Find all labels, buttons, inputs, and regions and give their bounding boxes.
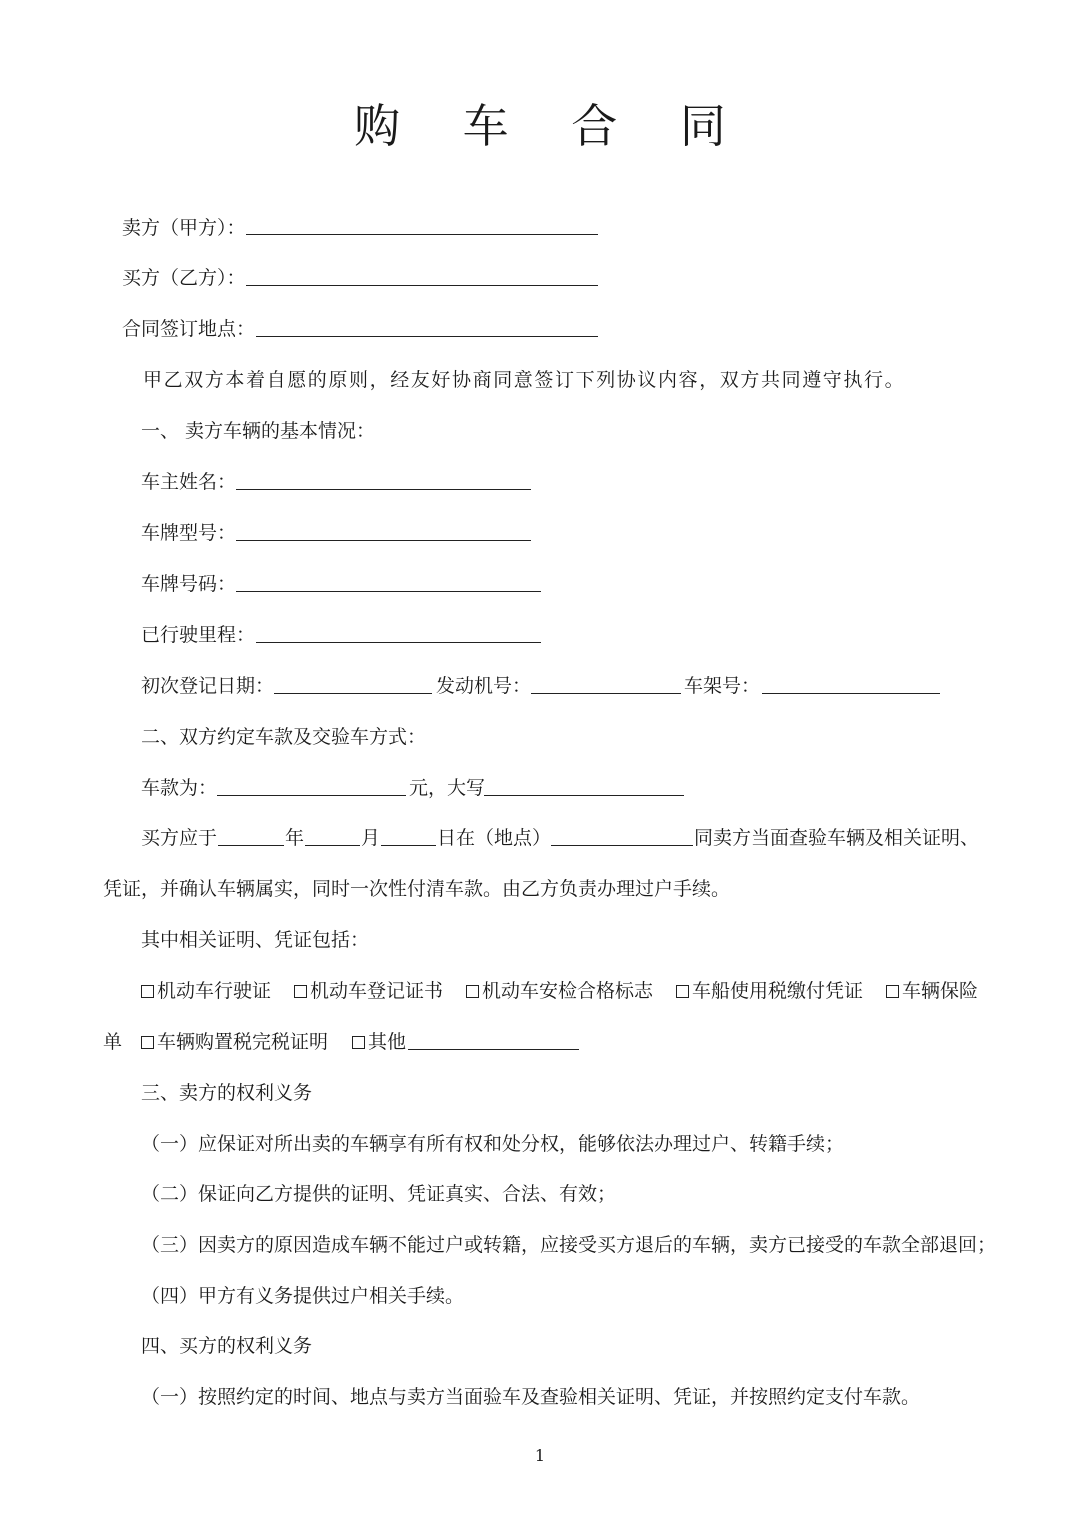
doc-item[interactable]: 机动车安检合格标志 — [466, 979, 653, 1003]
page-number: 1 — [534, 1446, 546, 1465]
section1-heading: 一、 卖方车辆的基本情况： — [141, 420, 376, 442]
doc-item[interactable]: 机动车行驶证 — [141, 979, 271, 1003]
doc-wrap-text: 单 — [103, 1031, 123, 1053]
plate-blank[interactable] — [236, 591, 541, 592]
owner-label: 车主姓名： — [141, 471, 237, 493]
seller-label: 卖方（甲方）： — [122, 217, 246, 239]
year-label: 年 — [285, 827, 305, 849]
engine-blank[interactable] — [531, 693, 681, 694]
frame-label: 车架号： — [684, 675, 761, 697]
inspect-line2: 凭证，并确认车辆属实，同时一次性付清车款。由乙方负责办理过户手续。 — [103, 878, 731, 900]
checkbox-icon[interactable] — [141, 1036, 154, 1049]
section2-heading: 二、双方约定车款及交验车方式： — [141, 726, 427, 748]
checkbox-icon[interactable] — [676, 985, 689, 998]
place-label: 合同签订地点： — [122, 318, 256, 340]
intro-paragraph: 甲乙双方本着自愿的原则，经友好协商同意签订下列协议内容，双方共同遵守执行。 — [143, 369, 906, 391]
inspect-prefix: 买方应于 — [141, 827, 218, 849]
year-blank[interactable] — [218, 845, 284, 846]
price-words-blank[interactable] — [484, 795, 684, 796]
plate-label: 车牌号码： — [141, 573, 237, 595]
place-blank[interactable] — [256, 336, 598, 337]
price-label: 车款为： — [141, 777, 218, 799]
inspect-place-blank[interactable] — [551, 845, 693, 846]
seller-blank[interactable] — [246, 234, 598, 235]
doc-item[interactable]: 机动车登记证书 — [294, 979, 443, 1003]
contract-title: 购 车 合 同 — [354, 99, 750, 153]
section4-item: （一）按照约定的时间、地点与卖方当面验车及查验相关证明、凭证，并按照约定支付车款。 — [141, 1386, 921, 1408]
doc-item[interactable]: 车辆购置税完税证明 — [141, 1030, 328, 1054]
doc-item[interactable]: 车辆保险 — [886, 979, 978, 1003]
model-label: 车牌型号： — [141, 522, 237, 544]
month-label: 月 — [361, 827, 381, 849]
section3-item: （一）应保证对所出卖的车辆享有所有权和处分权，能够依法办理过户、转籍手续； — [141, 1133, 845, 1155]
price-unit: 元，大写 — [409, 777, 486, 799]
docs-heading: 其中相关证明、凭证包括： — [141, 929, 370, 951]
frame-blank[interactable] — [762, 693, 940, 694]
month-blank[interactable] — [305, 845, 360, 846]
section3-item: （四）甲方有义务提供过户相关手续。 — [141, 1285, 465, 1307]
buyer-label: 买方（乙方）： — [122, 267, 246, 289]
checkbox-icon[interactable] — [141, 985, 154, 998]
other-doc-blank[interactable] — [408, 1049, 579, 1050]
section4-heading: 四、买方的权利义务 — [141, 1335, 313, 1357]
section3-item: （三）因卖方的原因造成车辆不能过户或转籍，应接受买方退后的车辆，卖方已接受的车款全部退回； — [141, 1234, 997, 1256]
reg-date-blank[interactable] — [274, 693, 432, 694]
checkbox-icon[interactable] — [294, 985, 307, 998]
checkbox-icon[interactable] — [352, 1036, 365, 1049]
doc-item[interactable]: 其他 — [352, 1030, 406, 1054]
model-blank[interactable] — [236, 540, 531, 541]
day-blank[interactable] — [381, 845, 436, 846]
section3-item: （二）保证向乙方提供的证明、凭证真实、合法、有效； — [141, 1183, 617, 1205]
section3-heading: 三、卖方的权利义务 — [141, 1082, 313, 1104]
day-place-label: 日在（地点） — [437, 827, 552, 849]
price-blank[interactable] — [217, 795, 406, 796]
checkbox-icon[interactable] — [886, 985, 899, 998]
buyer-blank[interactable] — [246, 285, 598, 286]
mileage-blank[interactable] — [256, 642, 541, 643]
engine-label: 发动机号： — [436, 675, 532, 697]
doc-item[interactable]: 车船使用税缴付凭证 — [676, 979, 863, 1003]
mileage-label: 已行驶里程： — [141, 624, 256, 646]
inspect-suffix: 同卖方当面查验车辆及相关证明、 — [694, 827, 980, 849]
checkbox-icon[interactable] — [466, 985, 479, 998]
owner-blank[interactable] — [236, 489, 531, 490]
reg-date-label: 初次登记日期： — [141, 675, 275, 697]
